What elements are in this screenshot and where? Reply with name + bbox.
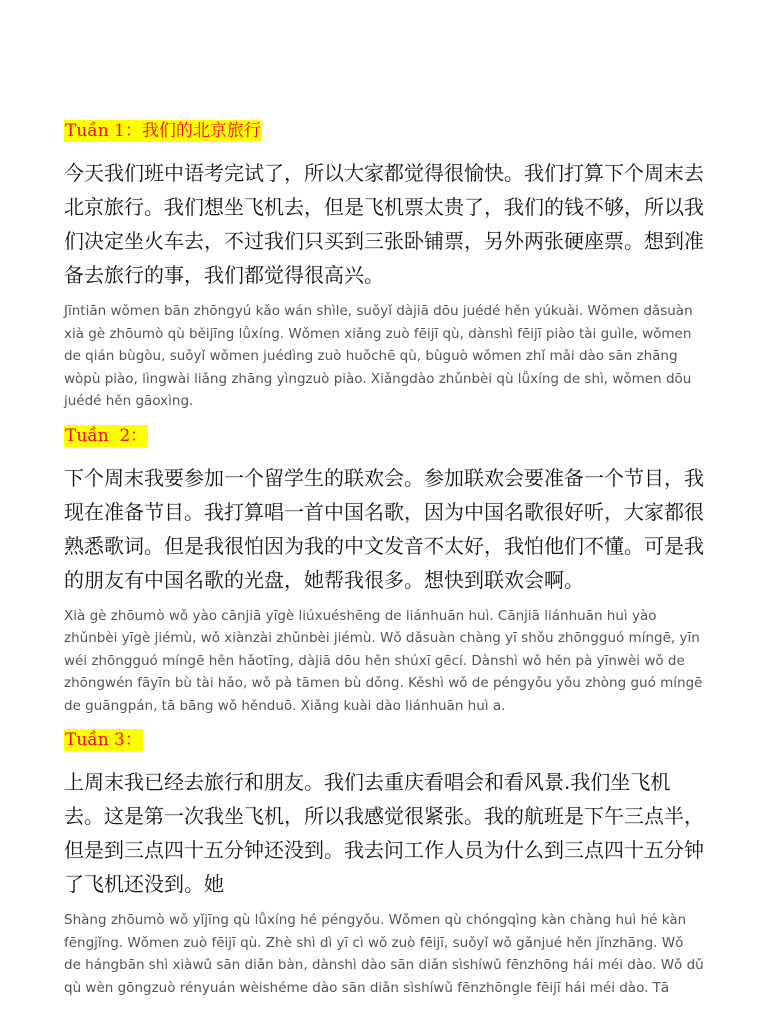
week-1-chinese-text: 今天我们班中语考完试了，所以大家都觉得很愉快。我们打算下个周末去北京旅行。我们想坐飞机去，但是飞机票太贵了，我们的钱不够，所以我们决定坐火车去，不过我们只买到三张卧铺票，另外两张硬座票。想到准备去旅行的事，我们都觉得很高兴。 [64, 161, 704, 287]
week-1-pinyin-text: Jīntiān wǒmen bān zhōngyú kǎo wán shìle, suǒyǐ dàjiā dōu juédé hěn yúkuài. Wǒmen dǎsuàn xià gè zhōumò qù běijīng lǚxíng. Wǒmen xiǎng zuò fēijī qù, dànshì fēijī piào tài guìle, wǒmen de qián bùgòu, suǒyǐ wǒmen juédìng zuò huǒchē qù, bùguò wǒmen zhǐ mǎi dào sān zhāng wòpù piào, lìngwài liǎng zhāng yìngzuò piào. Xiǎngdào zhǔnbèi qù lǚxíng de shì, wǒmen dōu juédé hěn gāoxìng. [64, 303, 693, 409]
week-2-heading: Tuần 2： [65, 425, 148, 446]
week-3-heading: Tuần 3： [65, 730, 142, 750]
week-2-pinyin-text: Xià gè zhōumò wǒ yào cānjiā yīgè liúxuéshēng de liánhuān huì. Cānjiā liánhuān huì yào zhǔnbèi yīgè jiémù, wǒ xiànzài zhǔnbèi jiémù. Wǒ dǎsuàn chàng yī shǒu zhōngguó míngē, yīn wéi zhōngguó míngē hěn hǎotīng, dàjiā dōu hěn shúxī gēcí. Dànshì wǒ hěn pà yīnwèi wǒ de zhōngwén fāyīn bù tài hǎo, wǒ pà tāmen bù dǒng. Kěshì wǒ de péngyǒu yǒu zhòng guó míngē de guāngpán, tā bāng wǒ hěnduō. Xiǎng kuài dào liánhuān huì a. [64, 607, 703, 714]
week-2-section [64, 425, 704, 718]
week-1-section [64, 120, 704, 413]
week-3-pinyin-text: Shàng zhōumò wǒ yǐjīng qù lǚxíng hé péngyǒu. Wǒmen qù chóngqìng kàn chàng huì hé kàn fēngjǐng. Wǒmen zuò fēijī qù. Zhè shì dì yī cì wǒ zuò fēijī, suǒyǐ wǒ gǎnjué hěn jǐnzhāng. Wǒ de hángbān shì xiàwǔ sān diǎn bàn, dànshì dào sān diǎn sìshíwǔ fēnzhōng hái méi dào. Wǒ dǔ qù wèn gōngzuò rényuán wèishéme dào sān diǎn sìshíwǔ fēnzhōngle fēijī hái méi dào. Tā [64, 912, 704, 996]
week-1-heading: Tuần 1：我们的北京旅行 [65, 121, 261, 141]
document-page [64, 120, 704, 1011]
week-2-chinese-text: 下个周末我要参加一个留学生的联欢会。参加联欢会要准备一个节目，我现在准备节目。我打算唱一首中国名歌，因为中国名歌很好听，大家都很熟悉歌词。但是我很怕因为我的中文发音不太好，我怕他们不懂。可是我的朋友有中国名歌的光盘，她帮我很多。想快到联欢会啊。 [64, 465, 704, 592]
week-3-section [64, 729, 704, 999]
week-3-chinese-text: 上周末我已经去旅行和朋友。我们去重庆看唱会和看风景.我们坐飞机去。这是第一次我坐飞机，所以我感觉很紧张。我的航班是下午三点半，但是到三点四十五分钟还没到。我去问工作人员为什么到三点四十五分钟了飞机还没到。她 [64, 770, 704, 896]
